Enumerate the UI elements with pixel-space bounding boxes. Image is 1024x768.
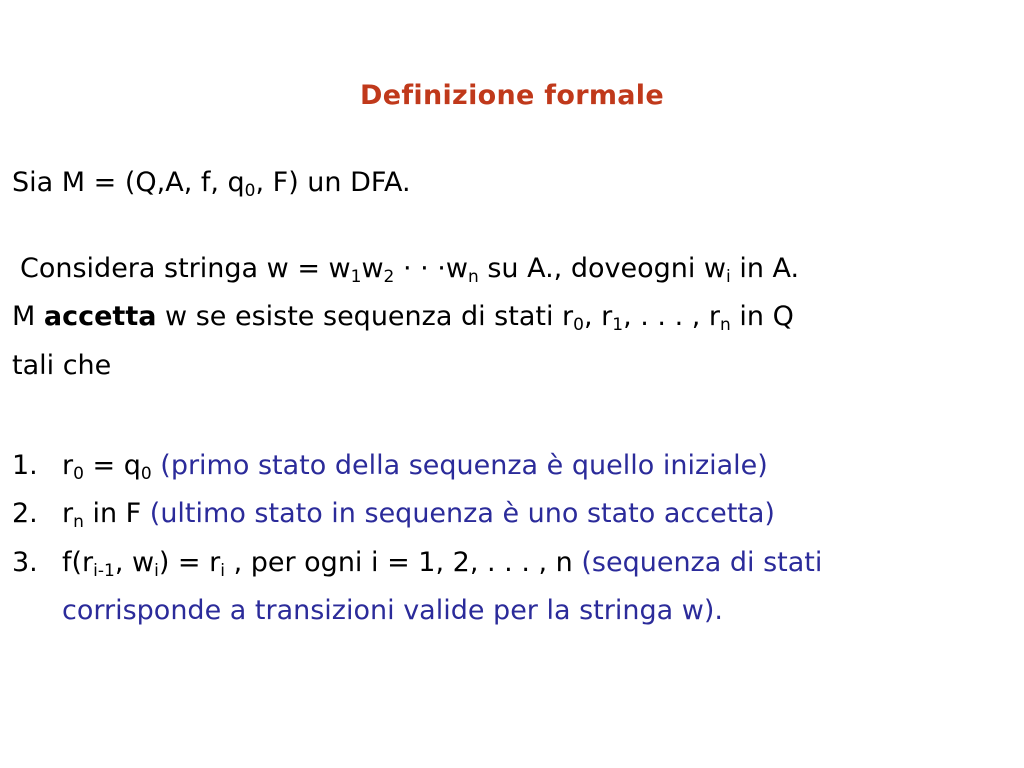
subscript: i bbox=[726, 267, 731, 287]
subscript: 0 bbox=[244, 181, 256, 201]
text: , w bbox=[114, 547, 155, 578]
accepts-line bbox=[12, 300, 794, 334]
list-number: 2. bbox=[12, 498, 38, 529]
text: f(r bbox=[62, 547, 94, 578]
subscript: 1 bbox=[612, 315, 624, 335]
condition-note: (ultimo stato in sequenza è uno stato accetta) bbox=[141, 498, 775, 529]
condition-note: (primo stato della sequenza è quello iniziale) bbox=[151, 450, 768, 481]
text: in A. bbox=[730, 253, 800, 284]
text: in Q bbox=[730, 301, 794, 332]
text: r bbox=[62, 498, 74, 529]
text: su A., doveogni w bbox=[478, 253, 727, 284]
subscript: n bbox=[467, 267, 479, 287]
text: in F bbox=[83, 498, 142, 529]
condition-item-3 bbox=[12, 546, 822, 580]
condition-item-1 bbox=[12, 449, 768, 483]
subscript: 0 bbox=[140, 464, 152, 484]
subscript: n bbox=[720, 315, 731, 335]
dfa-definition-line bbox=[12, 166, 411, 200]
text: Sia M = (Q,A, f, q bbox=[12, 167, 245, 198]
subscript: 1 bbox=[350, 267, 362, 287]
subscript: 2 bbox=[383, 267, 395, 287]
text: r bbox=[62, 450, 74, 481]
subscript: i bbox=[154, 561, 159, 581]
text: , . . . , r bbox=[623, 301, 721, 332]
subscript: 0 bbox=[73, 464, 84, 484]
text: , per ogni i = 1, 2, . . . , n bbox=[224, 547, 573, 578]
text: · · ·w bbox=[394, 253, 468, 284]
slide-title: Definizione formale bbox=[360, 80, 664, 111]
list-number: 3. bbox=[12, 547, 38, 578]
subscript: 0 bbox=[573, 315, 584, 335]
text: ) = r bbox=[158, 547, 221, 578]
condition-item-2 bbox=[12, 497, 775, 531]
condition-note: (sequenza di stati bbox=[572, 547, 823, 578]
subscript: i bbox=[220, 561, 225, 581]
tali-che-line: tali che bbox=[12, 350, 112, 381]
list-number: 1. bbox=[12, 450, 38, 481]
text: , r bbox=[583, 301, 613, 332]
subscript: i-1 bbox=[93, 561, 115, 581]
subscript: n bbox=[73, 512, 84, 532]
condition-note-continuation: corrisponde a transizioni valide per la stringa w). bbox=[62, 595, 723, 626]
text: , F) un DFA. bbox=[255, 167, 411, 198]
accetta-bold: accetta bbox=[43, 301, 157, 332]
text: M bbox=[12, 301, 44, 332]
text: = q bbox=[83, 450, 141, 481]
string-line bbox=[20, 252, 799, 286]
text: w bbox=[361, 253, 384, 284]
text: w se esiste sequenza di stati r bbox=[156, 301, 574, 332]
text: Considera stringa w = w bbox=[20, 253, 351, 284]
